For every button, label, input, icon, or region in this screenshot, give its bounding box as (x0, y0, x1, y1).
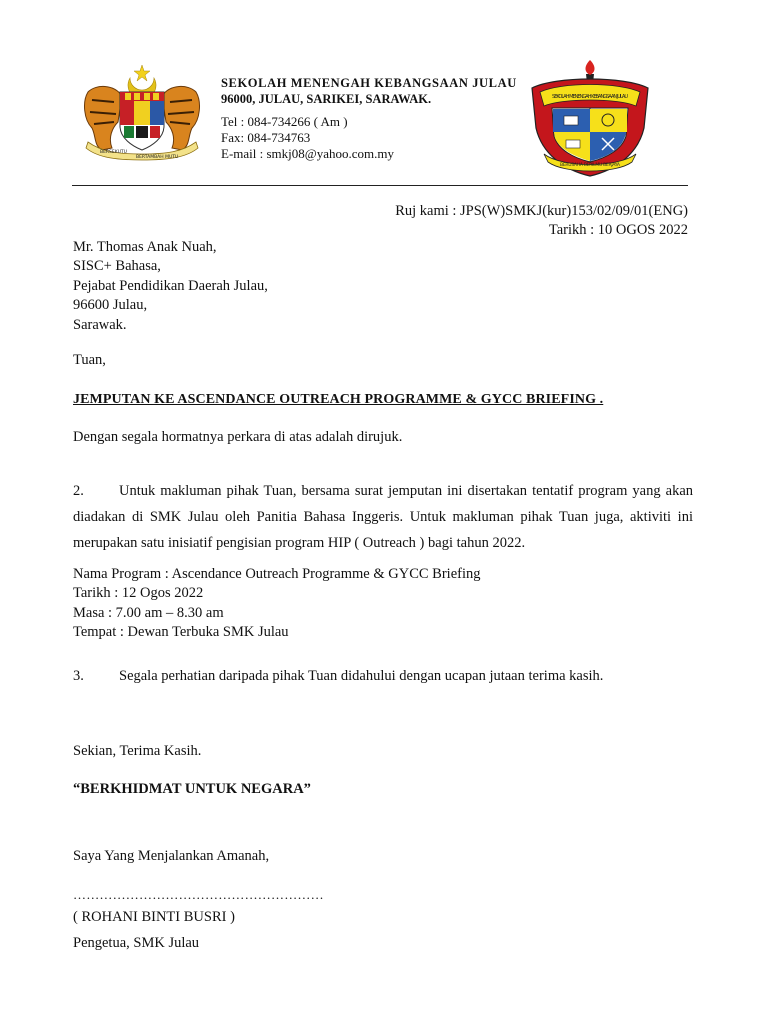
program-time: Masa : 7.00 am – 8.30 am (73, 604, 224, 621)
program-name: Nama Program : Ascendance Outreach Programme & GYCC Briefing (73, 566, 481, 582)
paragraph-3 (73, 667, 603, 686)
paragraph-3-text: Segala perhatian daripada pihak Tuan didahului dengan ucapan jutaan terima kasih. (119, 668, 604, 684)
crest-banner-left: BERSEKUTU (100, 150, 127, 155)
salutation: Tuan, (73, 352, 106, 368)
letter-date: Tarikh : 10 OGOS 2022 (548, 222, 688, 238)
recipient-address (73, 238, 268, 335)
paragraph-2 (73, 478, 693, 556)
paragraph-2-text: Untuk makluman pihak Tuan, bersama surat jemputan ini disertakan tentatif program yang akan diadakan di SMK Julau oleh Panitia Bahasa Inggeris. Untuk makluman pihak Tuan juga, aktiviti ini merupakan satu inisiatif pengisian program HIP ( Outreach ) bagi tahun 2022. (73, 483, 693, 551)
school-address: 96000, JULAU, SARIKEI, SARAWAK. (221, 92, 432, 106)
school-tel: Tel : 084-734266 ( Am ) (221, 114, 348, 129)
letterhead (221, 75, 521, 162)
motto: “BERKHIDMAT UNTUK NEGARA” (73, 781, 311, 797)
reference-number: Ruj kami : JPS(W)SMKJ(kur)153/02/09/01(ENG) (395, 203, 688, 219)
reference-block (395, 202, 688, 240)
letterhead-divider (72, 185, 688, 186)
paragraph-3-number: 3. (73, 668, 84, 684)
signature-line: ………………………………………………… (73, 887, 324, 902)
letter-subject: JEMPUTAN KE ASCENDANCE OUTREACH PROGRAMME & GYCC BRIEFING . (73, 392, 604, 407)
recipient-line: Mr. Thomas Anak Nuah, (73, 239, 217, 255)
signature-intro: Saya Yang Menjalankan Amanah, (73, 848, 270, 864)
signatory-name: ( ROHANI BINTI BUSRI ) (73, 909, 235, 925)
signatory-title: Pengetua, SMK Julau (73, 935, 200, 951)
recipient-line: SISC+ Bahasa, (73, 258, 161, 275)
program-details (73, 565, 481, 643)
crest-motto-text: BERUSAHA BERILMU BERJAYA (560, 163, 620, 168)
recipient-line: Sarawak. (73, 316, 127, 333)
crest-banner-right: BERTAMBAH MUTU (136, 155, 179, 160)
paragraph-1: Dengan segala hormatnya perkara di atas adalah dirujuk. (73, 429, 403, 445)
program-venue: Tempat : Dewan Terbuka SMK Julau (73, 624, 289, 641)
program-date: Tarikh : 12 Ogos 2022 (73, 585, 204, 602)
paragraph-2-number: 2. (73, 483, 84, 499)
school-name: SEKOLAH MENENGAH KEBANGSAAN JULAU (221, 76, 517, 90)
malaysia-coat-of-arms-icon (78, 62, 206, 164)
recipient-line: 96600 Julau, (73, 297, 148, 314)
crest-top-text: SEKOLAH MENENGAH KEBANGSAAN JULAU (552, 94, 628, 100)
closing-line: Sekian, Terima Kasih. (73, 743, 202, 759)
recipient-line: Pejabat Pendidikan Daerah Julau, (73, 277, 268, 294)
school-email: E-mail : smkj08@yahoo.com.my (221, 146, 395, 161)
school-fax: Fax: 084-734763 (221, 130, 311, 145)
school-crest-icon (526, 58, 654, 180)
